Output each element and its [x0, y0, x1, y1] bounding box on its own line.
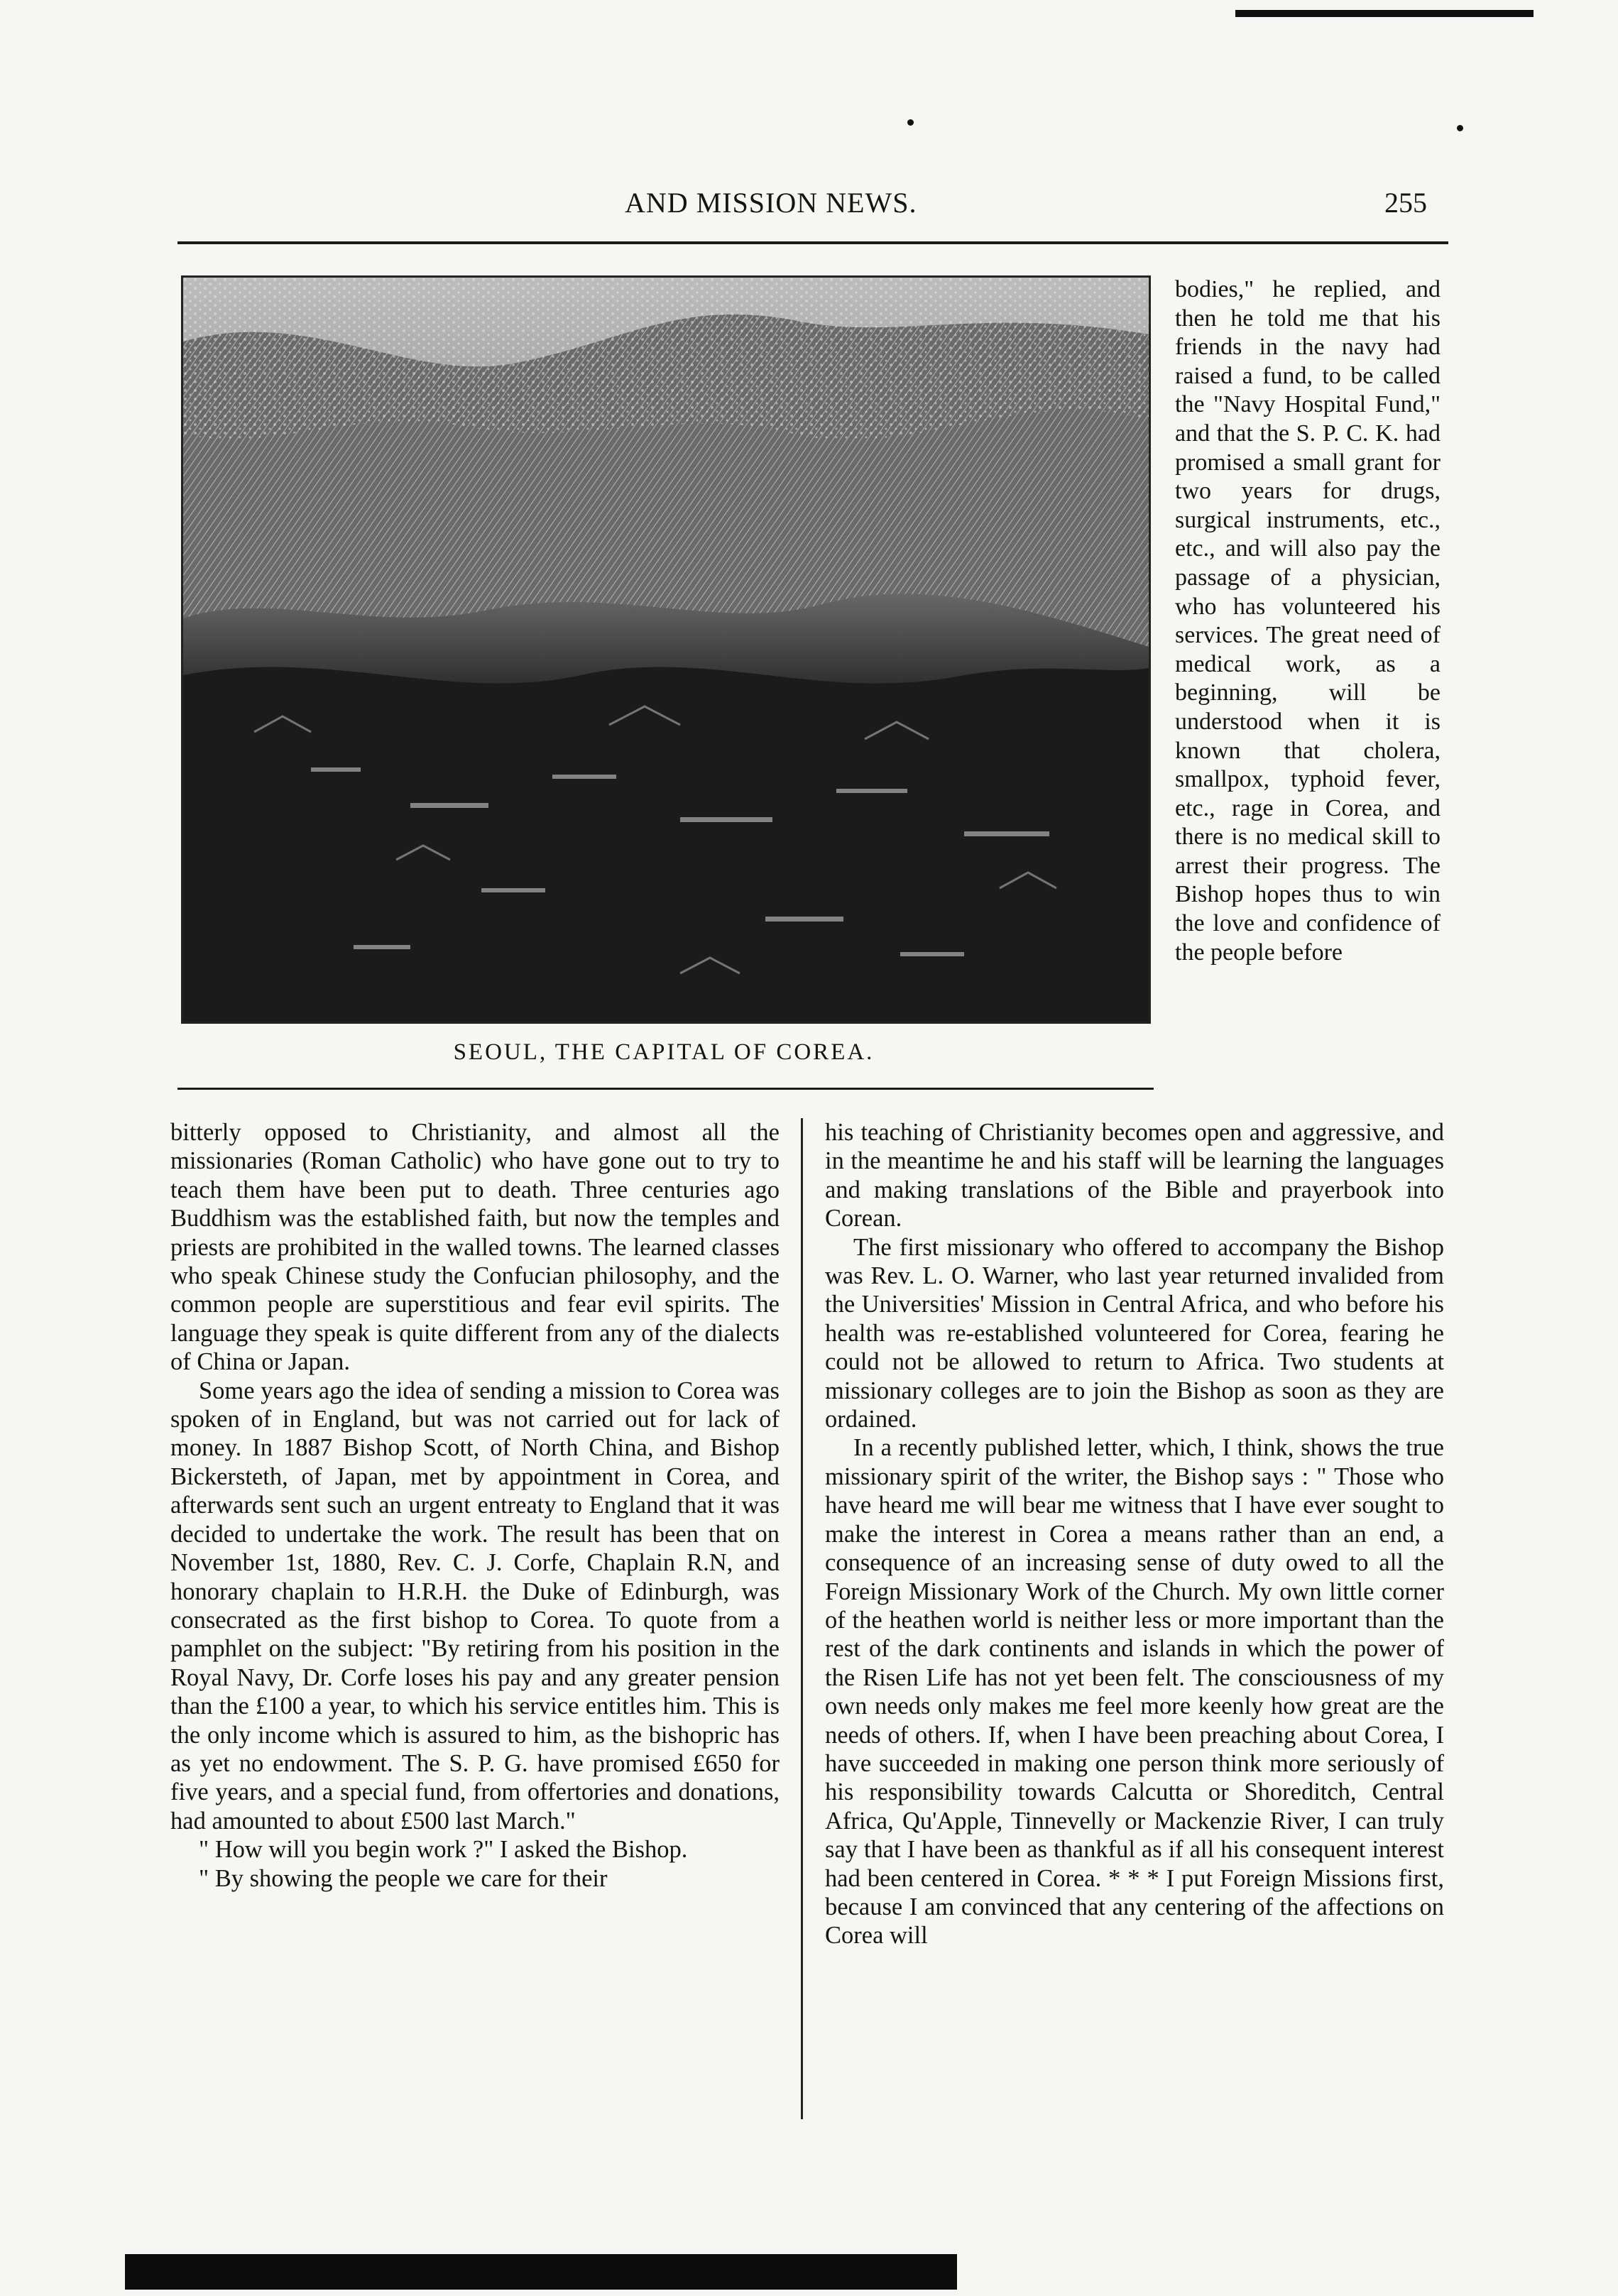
paragraph: " By showing the people we care for their: [199, 1864, 608, 1892]
paragraph: Some years ago the idea of sending a mission to Corea was spoken of in England, but was not carried out for lack of money. In 1887 Bishop Scott, of North China, and Bishop Bickersteth, of Japan, met by appointment in Corea, and afterwards sent such an urgent entreaty to England that it was decided to undertake the work. The result has been that on November 1st, 1880, Rev. C. J. Corfe, Chaplain R.N, and honorary chaplain to H.R.H. the Duke of Edinburgh, was consecrated as the first bishop to Corea. To quote from a pamphlet on the subject: "By retiring from his position in the Royal Navy, Dr. Corfe loses his pay and any greater pension than the £100 a year, to which his service entitles him. This is the only income which is assured to him, as the bishopric has as yet no endowment. The S. P. G. have promised £650 for five years, and a special fund, from offertories and donations, had amounted to about £500 last March.": [170, 1377, 780, 1835]
right-column: [825, 1118, 1444, 1950]
left-column: [170, 1118, 780, 1893]
paragraph: The first missionary who offered to accompany the Bishop was Rev. L. O. Warner, who last year returned invalided from the Universities' Mission in Central Africa, and who before his health was re-established volunteered for Corea, fearing he could not be allowed to return to Africa. Two students at missionary colleges are to join the Bishop as soon as they are ordained.: [825, 1233, 1444, 1433]
scan-speck: [907, 119, 914, 126]
page-number: 255: [1384, 187, 1427, 219]
running-header: AND MISSION NEWS.: [625, 187, 917, 219]
paragraph: bitterly opposed to Christianity, and almost all the missionaries (Roman Catholic) who have gone out to try to teach them have been put to death. Three centuries ago Buddhism was the established faith, but now the temples and priests are prohibited in the walled towns. The learned classes who speak Chinese study the Confucian philosophy, and the common people are superstitious and fear evil spirits. The language they speak is quite different from any of the dialects of China or Japan.: [170, 1119, 780, 1376]
right-top-column-text: [1175, 275, 1441, 967]
scan-speck: [1457, 125, 1463, 131]
caption-rule: [177, 1088, 1154, 1090]
column-divider: [801, 1118, 803, 2119]
scan-edge-bar-bottom: [125, 2254, 957, 2290]
engraving-picture: [183, 278, 1149, 1022]
seoul-engraving-illustration: [181, 275, 1151, 1024]
paragraph: " How will you begin work ?" I asked the Bishop.: [199, 1836, 688, 1864]
paragraph: bodies," he replied, and then he told me that his friends in the navy had raised a fund, to be called the "Navy Hospital Fund," and that the S. P. C. K. had promised a small grant for two years for drugs, surgical instruments, etc., etc., and will also pay the passage of a physician, who has volunteered his services. The great need of medical work, as a beginning, will be understood when it is known that cholera, smallpox, typhoid fever, etc., rage in Corea, and there is no medical skill to arrest their progress. The Bishop hopes thus to win the love and confidence of the people before: [1175, 276, 1441, 966]
scan-edge-bar-top: [1235, 10, 1534, 17]
paragraph: his teaching of Christianity becomes open and aggressive, and in the meantime he and his staff will be learning the languages and making translations of the Bible and prayerbook into Corean.: [825, 1119, 1444, 1232]
illustration-caption: SEOUL, THE CAPITAL OF COREA.: [453, 1039, 875, 1065]
paragraph: In a recently published letter, which, I think, shows the true missionary spirit of the writer, the Bishop says : " Those who have heard me will bear me witness that I have ever sought to make the interest in Corea a means rather than an end, a consequence of an increasing sense of duty owed to all the Foreign Missionary Work of the Church. My own little corner of the heathen world is neither less or more important than the rest of the dark continents and islands in which the power of the Risen Life has not yet been felt. The consciousness of my own needs only makes me feel more keenly how great are the needs of others. If, when I have been preaching about Corea, I have succeeded in making one person think more seriously of his responsibility towards Calcutta or Shoreditch, Central Africa, Qu'Apple, Tinnevelly or Mackenzie River, I can truly say that I have been as thankful as if all his consequent interest had been centered in Corea. * * * I put Foreign Missions first, because I am convinced that any centering of the affections on Corea will: [825, 1434, 1444, 1950]
header-rule: [177, 241, 1448, 244]
